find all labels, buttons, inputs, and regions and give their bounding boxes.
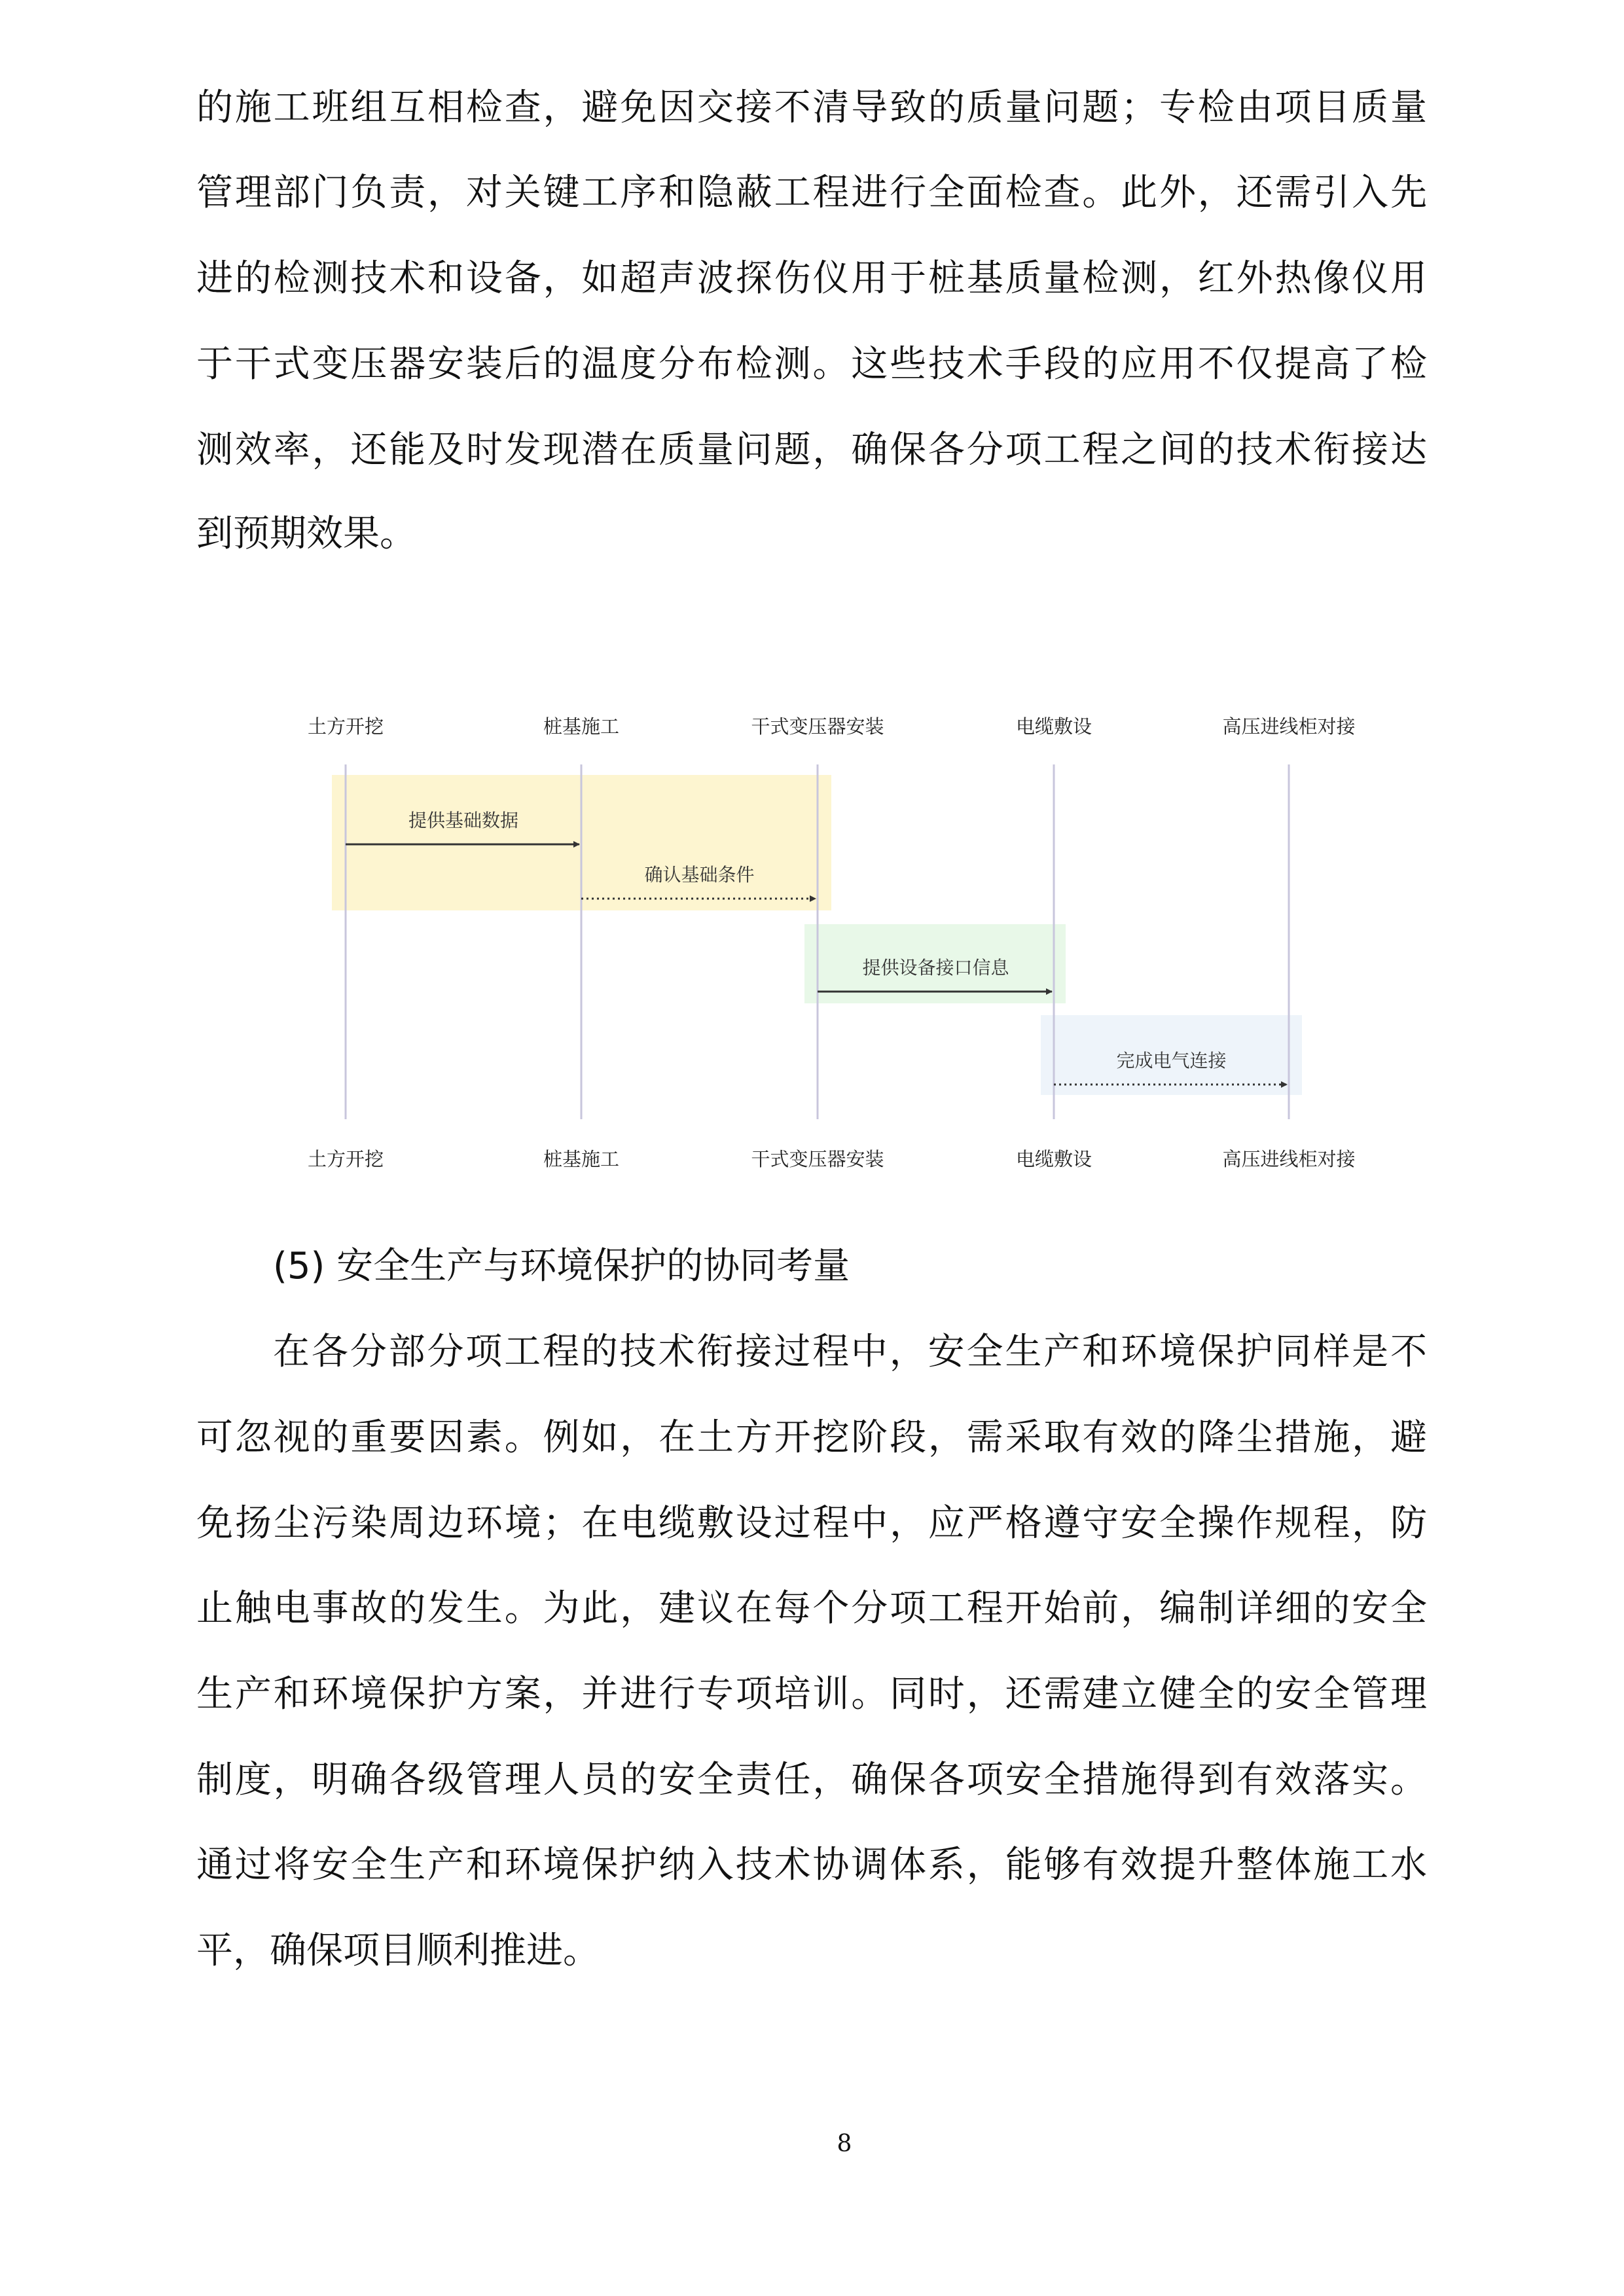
paragraph1-line: 的施工班组互相检查，避免因交接不清导致的质量问题；专检由项目质量 [196,86,1427,129]
message-label: 确认基础条件 [644,864,755,886]
paragraph1-line: 到预期效果。 [196,512,416,555]
message-label: 提供设备接口信息 [862,957,1009,978]
actor-label-bottom: 电缆敷设 [1015,1148,1092,1170]
paragraph2-line: 生产和环境保护方案，并进行专项培训。同时，还需建立健全的安全管理 [196,1673,1427,1715]
paragraph2-line: 止触电事故的发生。为此，建议在每个分项工程开始前，编制详细的安全 [196,1587,1427,1630]
message-label: 提供基础数据 [408,810,519,831]
section-heading: (5) 安全生产与环境保护的协同考量 [273,1245,850,1287]
actor-label-top: 电缆敷设 [1015,715,1092,738]
actor-label-bottom: 干式变压器安装 [751,1148,884,1170]
paragraph1-line: 管理部门负责，对关键工序和隐蔽工程进行全面检查。此外，还需引入先 [196,171,1427,214]
paragraph2-line: 可忽视的重要因素。例如，在土方开挖阶段，需采取有效的降尘措施，避 [196,1416,1427,1459]
actor-label-bottom: 高压进线柜对接 [1222,1148,1356,1170]
paragraph2-line: 制度，明确各级管理人员的安全责任，确保各项安全措施得到有效落实。 [196,1759,1427,1801]
page-number: 8 [837,2130,852,2157]
paragraph1-line: 进的检测技术和设备，如超声波探伤仪用于桩基质量检测，红外热像仪用 [196,257,1427,300]
paragraph2-line: 在各分部分项工程的技术衔接过程中，安全生产和环境保护同样是不 [273,1331,1427,1373]
actor-label-top: 土方开挖 [307,715,384,738]
actor-label-bottom: 桩基施工 [543,1148,620,1170]
message-label: 完成电气连接 [1116,1050,1227,1071]
paragraph1-line: 测效率，还能及时发现潜在质量问题，确保各分项工程之间的技术衔接达 [196,429,1427,471]
actor-label-top: 干式变压器安装 [751,715,884,738]
actor-label-bottom: 土方开挖 [307,1148,384,1170]
paragraph1-line: 于干式变压器安装后的温度分布检测。这些技术手段的应用不仅提高了检 [196,343,1427,386]
paragraph2-line: 通过将安全生产和环境保护纳入技术协调体系，能够有效提升整体施工水 [196,1844,1427,1886]
paragraph2-line: 免扬尘污染周边环境；在电缆敷设过程中，应严格遵守安全操作规程，防 [196,1502,1427,1545]
actor-label-top: 高压进线柜对接 [1222,715,1356,738]
actor-label-top: 桩基施工 [543,715,620,738]
paragraph2-line: 平，确保项目顺利推进。 [196,1929,600,1972]
